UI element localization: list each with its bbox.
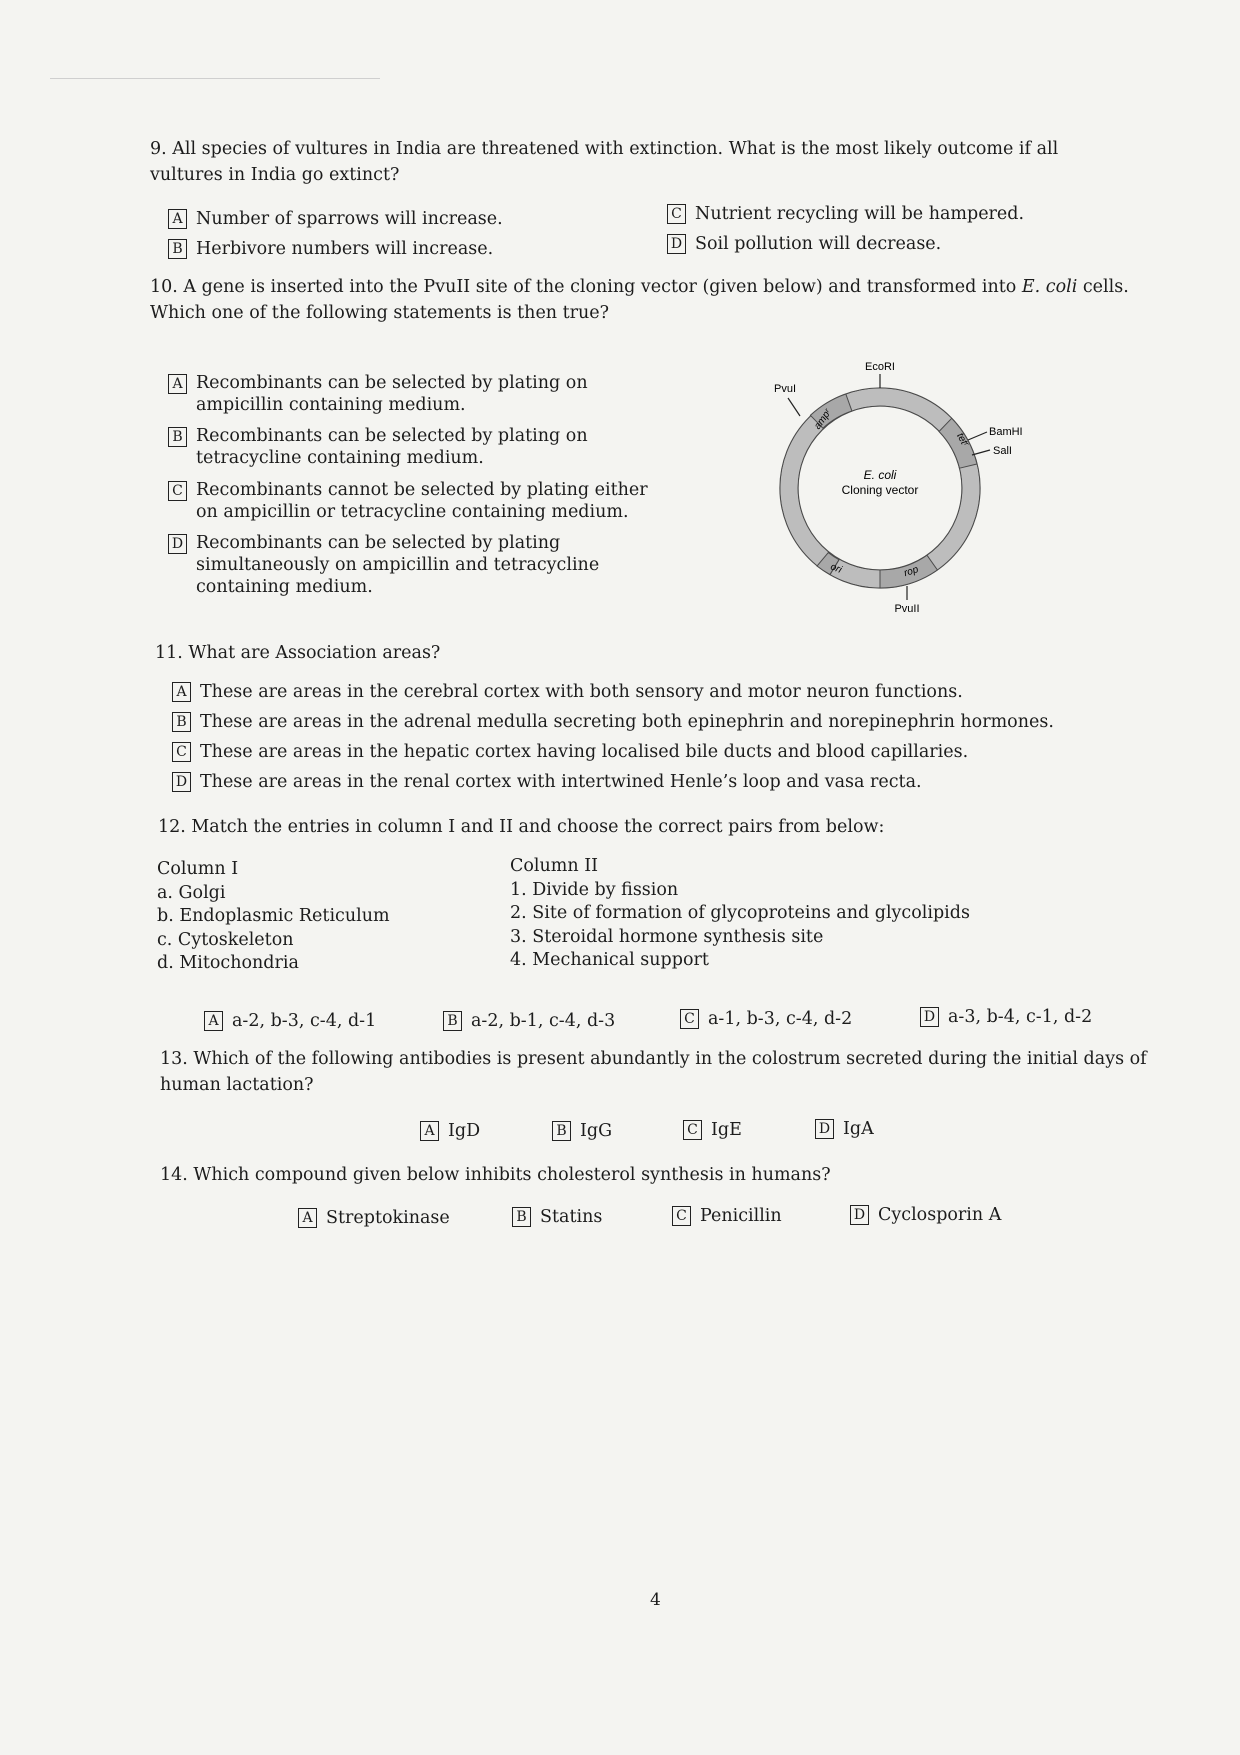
option-letter-box: A — [298, 1208, 317, 1228]
question-10-organism: E. coli — [1021, 277, 1078, 297]
bamhi-label: BamHI — [989, 426, 1023, 438]
q10-option-b[interactable] — [168, 425, 648, 469]
column-2 — [510, 855, 1070, 973]
pvui-tick — [788, 398, 800, 416]
q12-option-b[interactable] — [443, 1010, 615, 1032]
question-11-text: 11. What are Association areas? — [155, 643, 441, 663]
sali-tick — [972, 450, 990, 455]
q14-option-c[interactable] — [672, 1205, 782, 1227]
q14-option-d[interactable] — [850, 1204, 1001, 1226]
sali-label: SalI — [993, 445, 1012, 457]
column-1-item: c. Cytoskeleton — [157, 929, 294, 950]
pvuii-label: PvuII — [894, 603, 920, 615]
option-letter-box: A — [168, 209, 187, 229]
option-text: These are areas in the renal cortex with intertwined Henle’s loop and vasa recta. — [200, 772, 922, 792]
option-text: Penicillin — [700, 1206, 782, 1226]
option-text: Recombinants can be selected by plating on tetracycline containing medium. — [196, 426, 588, 468]
option-letter-box: C — [168, 481, 187, 501]
option-text: IgD — [448, 1121, 481, 1141]
option-letter-box: B — [443, 1011, 462, 1031]
scan-edge-line — [50, 78, 380, 79]
q11-option-b[interactable] — [172, 711, 1054, 733]
option-text: Streptokinase — [326, 1208, 450, 1228]
question-12 — [158, 814, 1058, 840]
option-letter-box: A — [204, 1011, 223, 1031]
option-text: a-2, b-3, c-4, d-1 — [232, 1011, 377, 1031]
q10-option-c[interactable] — [168, 479, 648, 523]
question-12-text: 12. Match the entries in column I and II and choose the correct pairs from below: — [158, 817, 885, 837]
option-letter-box: B — [172, 712, 191, 732]
q9-option-c[interactable] — [667, 203, 1024, 225]
option-letter-box: C — [672, 1206, 691, 1226]
q9-option-d[interactable] — [667, 233, 941, 255]
question-14 — [160, 1162, 1060, 1188]
column-1-item: d. Mitochondria — [157, 953, 299, 973]
column-2-item: 1. Divide by fission — [510, 879, 679, 900]
option-letter-box: C — [667, 204, 686, 224]
q11-option-d[interactable] — [172, 771, 922, 793]
page-number: 4 — [650, 1590, 661, 1610]
q9-option-a[interactable] — [168, 208, 503, 230]
q12-option-a[interactable] — [204, 1010, 376, 1032]
option-letter-box: A — [172, 682, 191, 702]
column-1-item: b. Endoplasmic Reticulum — [157, 906, 390, 926]
column-2-item: 2. Site of formation of glycoproteins and glycolipids — [510, 903, 970, 923]
option-text: Recombinants cannot be selected by plating either on ampicillin or tetracycline containing medium. — [196, 480, 648, 522]
option-text: IgE — [711, 1120, 742, 1140]
question-9 — [150, 136, 1135, 188]
question-13-text: 13. Which of the following antibodies is present abundantly in the colostrum secreted during the initial days of human lactation? — [160, 1049, 1147, 1095]
option-letter-box: A — [420, 1121, 439, 1141]
option-text: a-3, b-4, c-1, d-2 — [948, 1007, 1093, 1027]
q12-option-c[interactable] — [680, 1008, 852, 1030]
option-letter-box: D — [168, 534, 187, 554]
tetr-label: tetʳ — [954, 431, 971, 449]
option-letter-box: B — [512, 1207, 531, 1227]
option-text: a-1, b-3, c-4, d-2 — [708, 1009, 853, 1029]
column-2-item: 4. Mechanical support — [510, 950, 709, 970]
option-text: IgA — [843, 1119, 874, 1139]
q10-option-d[interactable] — [168, 532, 648, 598]
option-text: Soil pollution will decrease. — [695, 234, 942, 254]
question-10-text-b: cells. Which one of the following statements is then true? — [150, 277, 1129, 323]
q13-option-d[interactable] — [815, 1118, 874, 1140]
option-letter-box: D — [850, 1205, 869, 1225]
column-1-header: Column I — [157, 859, 239, 879]
question-9-text: 9. All species of vultures in India are threatened with extinction. What is the most likely outcome if all vultures in India go extinct? — [150, 139, 1059, 185]
option-text: These are areas in the hepatic cortex having localised bile ducts and blood capillaries. — [200, 742, 969, 762]
pvui-label: PvuI — [773, 383, 797, 395]
vector-name-label: Cloning vector — [841, 483, 919, 497]
q13-option-b[interactable] — [552, 1120, 612, 1142]
vector-host-label: E. coli — [863, 468, 897, 482]
q14-option-a[interactable] — [298, 1207, 450, 1229]
option-text: Recombinants can be selected by plating simultaneously on ampicillin and tetracycline containing medium. — [196, 533, 600, 597]
option-text: Recombinants can be selected by plating on ampicillin containing medium. — [196, 373, 588, 415]
option-text: Herbivore numbers will increase. — [196, 239, 494, 259]
option-text: Number of sparrows will increase. — [196, 209, 503, 229]
option-text: Cyclosporin A — [878, 1205, 1002, 1225]
q14-option-b[interactable] — [512, 1206, 602, 1228]
q13-option-a[interactable] — [420, 1120, 480, 1142]
option-letter-box: C — [680, 1009, 699, 1029]
option-letter-box: C — [683, 1120, 702, 1140]
option-text: IgG — [580, 1121, 613, 1141]
q13-option-c[interactable] — [683, 1119, 742, 1141]
q12-option-d[interactable] — [920, 1006, 1092, 1028]
option-letter-box: D — [920, 1007, 939, 1027]
column-2-header: Column II — [510, 856, 599, 876]
ecori-label: EcoRI — [865, 361, 895, 373]
option-letter-box: D — [667, 234, 686, 254]
question-14-text: 14. Which compound given below inhibits cholesterol synthesis in humans? — [160, 1165, 831, 1185]
q11-option-c[interactable] — [172, 741, 968, 763]
q9-option-b[interactable] — [168, 238, 493, 260]
option-letter-box: D — [815, 1119, 834, 1139]
question-11 — [155, 640, 1055, 666]
column-2-item: 3. Steroidal hormone synthesis site — [510, 926, 824, 947]
option-letter-box: A — [168, 374, 187, 394]
option-text: These are areas in the adrenal medulla secreting both epinephrin and norepinephrin hormones. — [200, 712, 1054, 732]
option-text: a-2, b-1, c-4, d-3 — [471, 1011, 616, 1031]
ori-label: ori — [828, 561, 844, 576]
option-letter-box: B — [168, 427, 187, 447]
q11-option-a[interactable] — [172, 681, 963, 703]
option-text: Statins — [540, 1207, 603, 1227]
option-letter-box: B — [552, 1121, 571, 1141]
question-13 — [160, 1046, 1150, 1098]
question-10 — [150, 274, 1140, 326]
q10-option-a[interactable] — [168, 372, 648, 416]
option-letter-box: B — [168, 239, 187, 259]
option-letter-box: D — [172, 772, 191, 792]
bamhi-tick — [968, 432, 987, 440]
option-letter-box: C — [172, 742, 191, 762]
column-1-item: a. Golgi — [157, 882, 226, 903]
option-text: These are areas in the cerebral cortex with both sensory and motor neuron functions. — [200, 682, 963, 702]
question-10-text-a: 10. A gene is inserted into the PvuII site of the cloning vector (given below) and transformed into — [150, 277, 1022, 297]
rop-label: rop — [902, 564, 920, 580]
option-text: Nutrient recycling will be hampered. — [695, 204, 1025, 224]
cloning-vector-diagram — [755, 338, 1045, 618]
ampr-label: ampʳ — [812, 407, 834, 432]
column-1 — [157, 858, 477, 976]
